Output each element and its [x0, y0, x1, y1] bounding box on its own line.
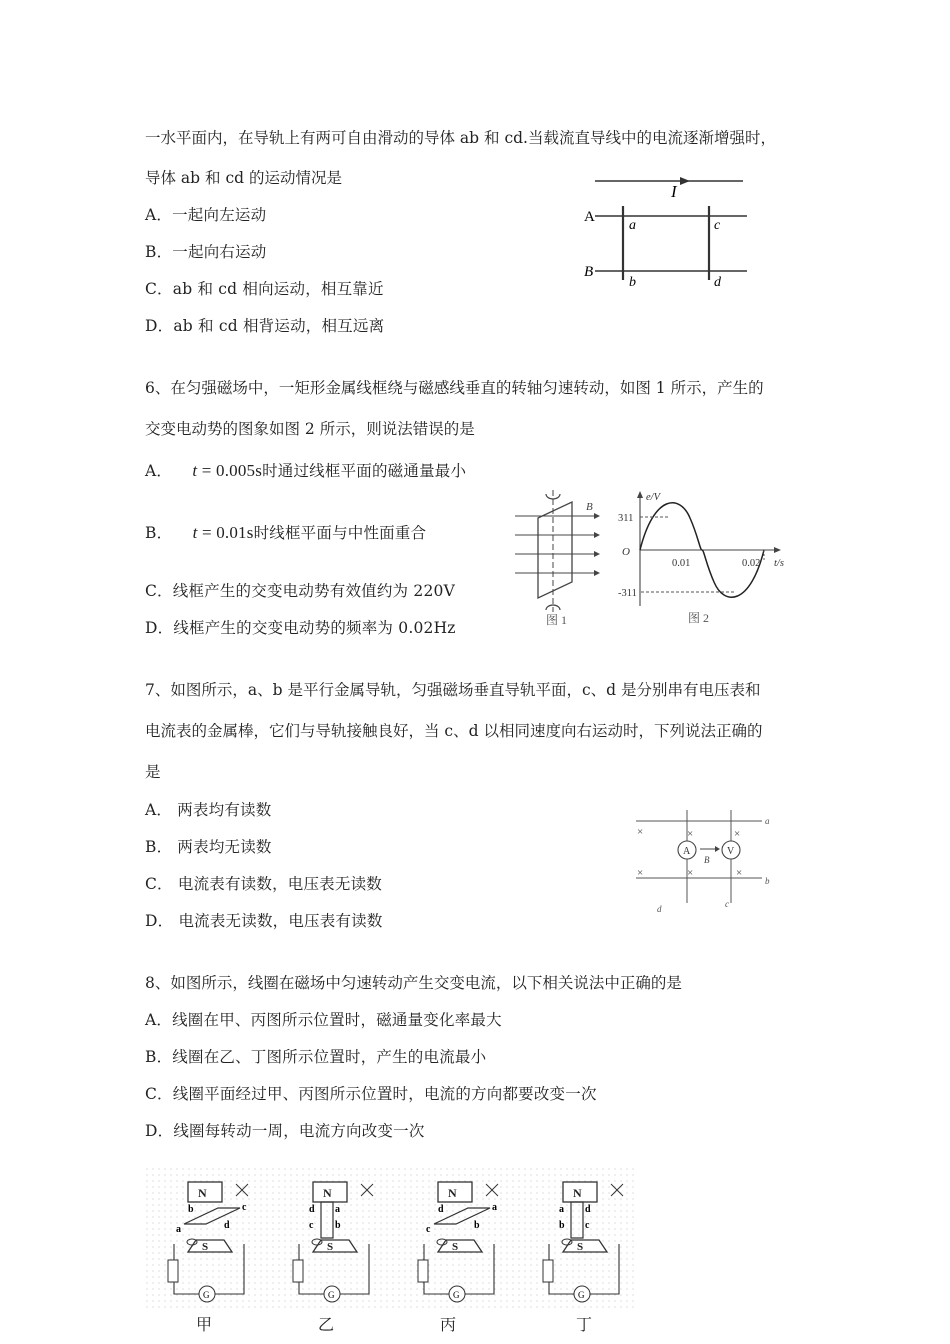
q6-option-a-math-value: = 0.005s	[201, 461, 263, 480]
q6-fig2-ymin: -311	[618, 588, 637, 599]
q8-yi-a-label: a	[335, 1204, 340, 1215]
q8-caption-jia: 甲	[196, 1317, 213, 1334]
q8-bing-g-label: G	[453, 1290, 460, 1300]
q8-yi-d-label: d	[309, 1204, 315, 1215]
q6-option-d: D．线框产生的交变电动势的频率为 0.02Hz	[145, 619, 456, 637]
q5-option-c: C．ab 和 cd 相向运动，相互靠近	[145, 280, 384, 298]
q6-stem-line1: 6、在匀强磁场中，一矩形金属线框绕与磁感线垂直的转轴匀速转动，如图 1 所示，产生的	[145, 379, 764, 397]
q8-caption-bing: 丙	[440, 1317, 457, 1334]
q6-fig2-x2: 0.02	[742, 558, 761, 569]
q6-option-b-text: 时线框平面与中性面重合	[253, 524, 427, 542]
q5-a-label: a	[629, 218, 636, 233]
q8-option-d: D．线圈每转动一周，电流方向改变一次	[145, 1122, 425, 1140]
q5-stem-line1: 一水平面内，在导轨上有两可自由滑动的导体 ab 和 cd.当载流直导线中的电流逐渐增强时，	[145, 129, 776, 147]
q8-yi-g-label: G	[328, 1290, 335, 1300]
q6-figure2-graph	[618, 488, 798, 628]
q8-bing-c-label: c	[426, 1224, 431, 1235]
q5-figure-rails	[575, 170, 755, 295]
q8-bing-a-label: a	[492, 1202, 497, 1213]
q7-a-label: a	[765, 816, 770, 826]
q7-ammeter-label: A	[683, 846, 691, 857]
q7-cross-5: ×	[687, 867, 694, 879]
q7-stem-line3: 是	[145, 763, 161, 781]
q6-fig1-b-label: B	[586, 501, 593, 513]
q8-ding-n-label: N	[573, 1186, 582, 1200]
q6-option-a-math	[192, 461, 262, 480]
q8-ding-d-label: d	[585, 1204, 591, 1215]
q5-rail-b-label: B	[584, 264, 594, 280]
q7-cross-1: ×	[637, 826, 644, 838]
q6-figure1-frame	[510, 488, 615, 628]
q8-jia-n-label: N	[198, 1186, 207, 1200]
q8-yi-c-label: c	[309, 1220, 314, 1231]
q8-option-c: C．线圈平面经过甲、丙图所示位置时，电流的方向都要改变一次	[145, 1085, 597, 1103]
q8-ding-s-label: S	[577, 1241, 584, 1253]
q7-cross-4: ×	[637, 867, 644, 879]
q8-yi-n-label: N	[323, 1186, 332, 1200]
q8-ding-g-label: G	[578, 1290, 585, 1300]
q6-option-b-math-value: = 0.01s	[201, 523, 254, 542]
q8-jia-g-label: G	[203, 1290, 210, 1300]
q6-fig2-ymax: 311	[618, 513, 634, 524]
q8-bing-b-label: b	[474, 1220, 480, 1231]
q7-d-label: d	[657, 904, 662, 914]
q8-jia-d-label: d	[224, 1220, 230, 1231]
q8-ding-b-label: b	[559, 1220, 565, 1231]
q8-caption-ding: 丁	[576, 1317, 593, 1334]
q8-bing-s-label: S	[452, 1241, 459, 1253]
q6-option-b-math-t: t	[192, 523, 198, 542]
q8-jia-s-label: S	[202, 1241, 209, 1253]
q8-option-b: B．线圈在乙、丁图所示位置时，产生的电流最小	[145, 1048, 487, 1066]
q7-cross-2: ×	[687, 828, 694, 840]
q6-option-b	[145, 523, 426, 543]
q6-option-a-prefix: A．	[145, 462, 173, 480]
q5-d-label: d	[714, 275, 721, 290]
q8-bing-n-label: N	[448, 1186, 457, 1200]
q8-stem: 8、如图所示，线圈在磁场中匀速转动产生交变电流，以下相关说法中正确的是	[145, 974, 682, 992]
q8-jia-c-label: c	[242, 1202, 247, 1213]
q5-option-b: B．一起向右运动	[145, 243, 267, 261]
q8-jia-b-label: b	[188, 1204, 194, 1215]
q6-fig2-x1: 0.01	[672, 558, 691, 569]
q8-option-a: A．线圈在甲、丙图所示位置时，磁通量变化率最大	[145, 1011, 502, 1029]
q7-option-a: A． 两表均有读数	[145, 801, 272, 819]
q8-yi-b-label: b	[335, 1220, 341, 1231]
q6-option-a-text: 时通过线框平面的磁通量最小	[262, 462, 467, 480]
q5-stem-line2: 导体 ab 和 cd 的运动情况是	[145, 169, 342, 187]
q6-fig2-xlabel: t/s	[774, 558, 784, 569]
q7-figure-rails	[630, 808, 780, 916]
q8-caption-yi: 乙	[318, 1317, 335, 1334]
q8-yi-s-label: S	[327, 1241, 334, 1253]
q6-fig2-ylabel: e/V	[646, 492, 660, 503]
q7-option-b: B． 两表均无读数	[145, 838, 272, 856]
q7-option-d: D． 电流表无读数，电压表有读数	[145, 912, 383, 930]
q6-option-a	[145, 461, 466, 481]
q7-stem-line2: 电流表的金属棒，它们与导轨接触良好，当 c、d 以相同速度向右运动时，下列说法正确的	[145, 722, 763, 740]
q8-bing-d-label: d	[438, 1204, 444, 1215]
q7-cross-3: ×	[734, 828, 741, 840]
q5-c-label: c	[714, 218, 721, 233]
q8-figure-generators	[140, 1162, 640, 1334]
q5-rail-a-label: A	[584, 209, 595, 225]
q6-stem-line2: 交变电动势的图象如图 2 所示，则说法错误的是	[145, 420, 475, 438]
q7-stem-line1: 7、如图所示，a、b 是平行金属导轨，匀强磁场垂直导轨平面，c、d 是分别串有电压表和	[145, 681, 761, 699]
q5-option-d: D．ab 和 cd 相背运动，相互远离	[145, 317, 385, 335]
q5-option-a: A．一起向左运动	[145, 206, 267, 224]
q7-c-label: c	[725, 899, 729, 909]
q7-voltmeter-label: V	[727, 846, 735, 857]
q7-b-field-label: B	[704, 855, 710, 865]
q5-b-label: b	[629, 275, 636, 290]
q6-option-b-prefix: B．	[145, 524, 173, 542]
q5-current-label: I	[671, 182, 677, 201]
q7-option-c: C． 电流表有读数，电压表无读数	[145, 875, 382, 893]
q8-ding-c-label: c	[585, 1220, 590, 1231]
q6-fig2-origin: O	[622, 546, 630, 558]
q6-fig1-caption: 图 1	[546, 613, 568, 627]
q6-option-a-math-t: t	[192, 461, 198, 480]
q7-b-label: b	[765, 876, 770, 886]
q6-option-b-math	[193, 523, 254, 542]
q8-ding-a-label: a	[559, 1204, 564, 1215]
q7-cross-6: ×	[736, 867, 743, 879]
q6-option-c: C．线框产生的交变电动势有效值约为 220V	[145, 582, 455, 600]
q8-jia-a-label: a	[176, 1224, 181, 1235]
q6-fig2-caption: 图 2	[688, 611, 710, 625]
